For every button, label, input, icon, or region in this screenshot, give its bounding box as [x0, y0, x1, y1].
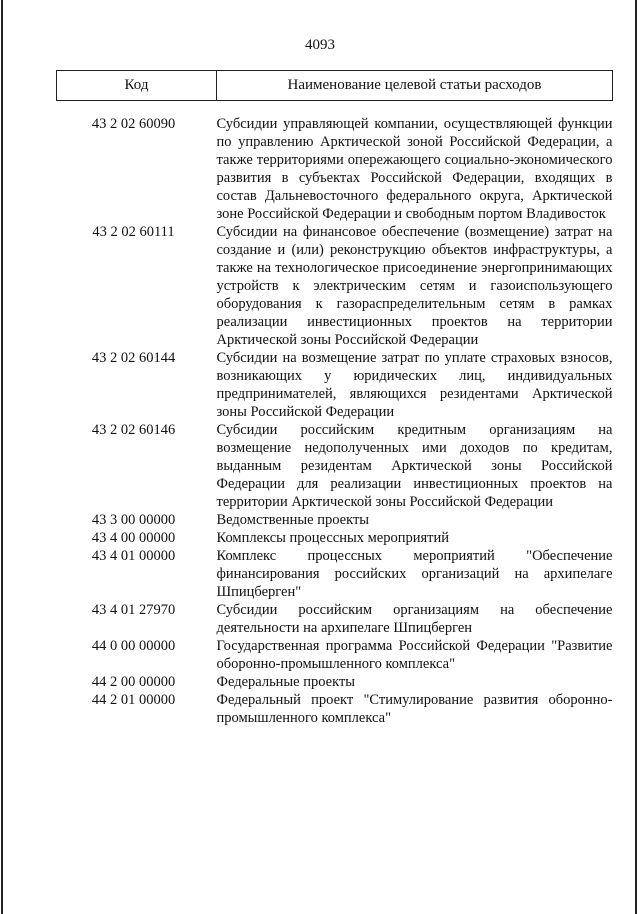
row-code: 43 4 01 00000 — [91, 548, 176, 564]
page-number: 4093 — [305, 37, 335, 53]
row-name: Субсидии российским кредитным организациям на возмещение недополученных ими доходов по кредитам, выданным резидентам Арктической зоны Российской Федерации для реализации инвестиционных проектов на территории Арктической зоны Российской Федерации — [216, 422, 613, 510]
table-row — [57, 421, 613, 511]
row-code: 44 0 00 00000 — [91, 638, 176, 654]
scan-border-right — [635, 0, 637, 914]
row-name: Субсидии на финансовое обеспечение (возмещение) затрат на создание и (или) реконструкцию объектов инфраструктуры, а также на технологическое присоединение энергопринимающих устройств к электрическим сетям и газоиспользующего оборудования к газораспределительным сетям в рамках реализации инвестиционных проектов на территории Арктической зоны Российской Федерации — [216, 224, 613, 348]
table-row — [57, 637, 613, 673]
table-row — [57, 223, 613, 349]
row-name: Комплекс процессных мероприятий "Обеспечение финансирования российских организаций на архипелаге Шпицберген" — [216, 548, 613, 600]
row-name: Субсидии управляющей компании, осуществляющей функции по управлению Арктической зоной Российской Федерации, а также территориями опережающего социально-экономического развития в субъектах Российской Федерации, входящих в состав Дальневосточного федерального округа, Арктической зоне Российской Федерации и свободным портом Владивосток — [216, 116, 613, 222]
row-code: 43 2 02 60090 — [91, 116, 176, 132]
table-row — [57, 601, 613, 637]
row-code: 43 2 02 60146 — [91, 422, 176, 438]
row-code: 43 2 02 60111 — [92, 224, 175, 240]
row-code: 43 2 02 60144 — [91, 350, 176, 366]
row-code: 44 2 00 00000 — [91, 674, 176, 690]
table-row — [57, 101, 613, 224]
table-row — [57, 691, 613, 727]
table-row — [57, 511, 613, 529]
table-row — [57, 349, 613, 421]
table-row — [57, 529, 613, 547]
header-name: Наименование целевой статьи расходов — [217, 71, 613, 101]
row-name: Субсидии российским организациям на обеспечение деятельности на архипелаге Шпицберген — [216, 602, 613, 636]
row-code: 43 3 00 00000 — [91, 512, 176, 528]
row-name: Ведомственные проекты — [216, 512, 370, 528]
row-name: Государственная программа Российской Федерации "Развитие оборонно-промышленного комплекса" — [216, 638, 613, 672]
row-name: Комплексы процессных мероприятий — [216, 530, 449, 546]
row-code: 43 4 00 00000 — [91, 530, 176, 546]
table-row — [57, 673, 613, 691]
row-name: Федеральный проект "Стимулирование развития оборонно-промышленного комплекса" — [216, 692, 613, 726]
scan-border-left — [1, 0, 3, 914]
row-code: 44 2 01 00000 — [91, 692, 176, 708]
budget-classification-table — [56, 70, 613, 727]
table-row — [57, 547, 613, 601]
header-code: Код — [57, 71, 217, 101]
row-name: Субсидии на возмещение затрат по уплате страховых взносов, возникающих у юридических лиц, индивидуальных предпринимателей, являющихся резидентами Арктической зоны Российской Федерации — [216, 350, 613, 420]
row-name: Федеральные проекты — [216, 674, 356, 690]
table-header-row — [57, 71, 613, 101]
row-code: 43 4 01 27970 — [91, 602, 176, 618]
